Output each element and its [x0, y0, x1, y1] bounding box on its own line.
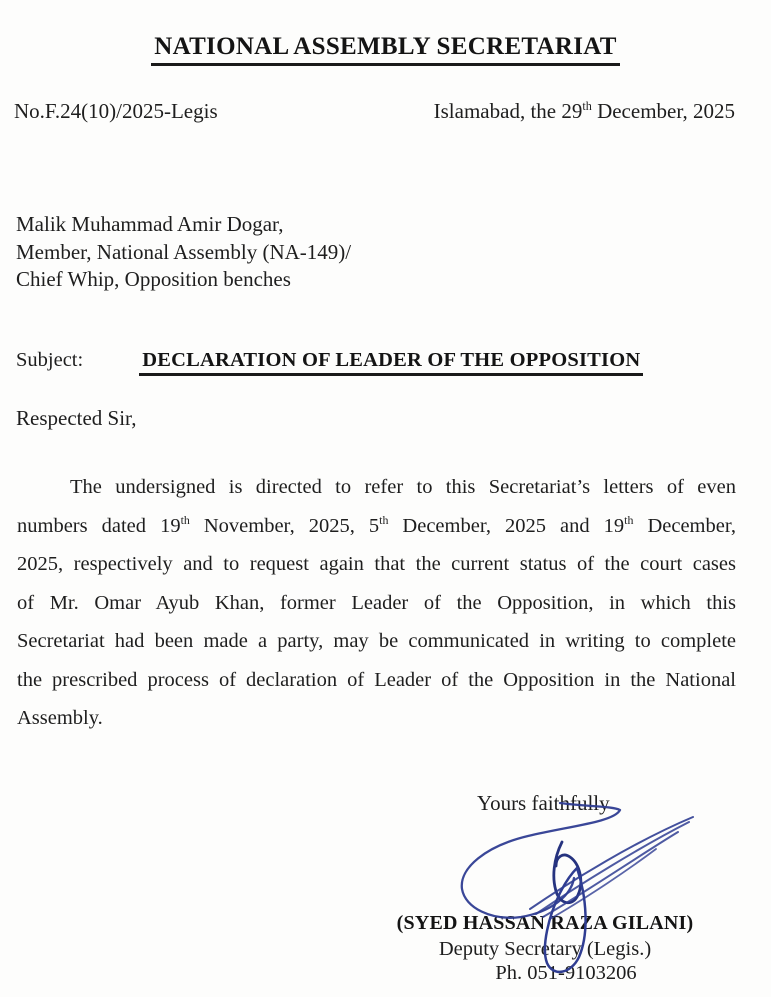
reference-row — [14, 99, 735, 124]
date-line: Islamabad, the 29th December, 2025 — [433, 99, 735, 123]
signature-flourish-stroke — [543, 832, 678, 917]
salutation: Respected Sir, — [16, 406, 137, 430]
addressee-role-2: Chief Whip, Opposition benches — [16, 267, 291, 291]
body-line: of Mr. Omar Ayub Khan, former Leader of the Opposition, in which this — [17, 591, 736, 614]
signatory-block — [372, 909, 718, 986]
signatory-designation: Deputy Secretary (Legis.) — [438, 938, 652, 960]
body-line: Secretariat had been made a party, may be communicated in writing to complete — [17, 630, 736, 652]
subject-title: DECLARATION OF LEADER OF THE OPPOSITION — [139, 349, 643, 376]
signature-loop-stroke — [462, 803, 620, 918]
body-line: The undersigned is directed to refer to this Secretariat’s letters of even — [70, 476, 736, 498]
addressee-block — [16, 211, 351, 294]
addressee-name: Malik Muhammad Amir Dogar, — [16, 212, 284, 236]
signatory-phone: Ph. 051-9103206 — [495, 962, 637, 984]
body-line: Assembly. — [17, 707, 103, 729]
subject-label: Subject: — [16, 349, 84, 371]
subject-row — [16, 349, 643, 376]
body-paragraph — [17, 468, 736, 738]
letterhead — [0, 33, 771, 66]
signature-flourish-stroke — [536, 822, 689, 914]
signature-flourish-stroke — [530, 817, 693, 909]
body-line: numbers dated 19th November, 2025, 5th December, 2025 and 19th December, — [17, 512, 736, 537]
body-line: the prescribed process of declaration of Leader of the Opposition in the National — [17, 668, 736, 691]
reference-number: No.F.24(10)/2025-Legis — [14, 99, 218, 123]
signatory-name: (SYED HASSAN RAZA GILANI) — [396, 912, 694, 934]
letterhead-title: NATIONAL ASSEMBLY SECRETARIAT — [151, 33, 620, 66]
closing-phrase: Yours faithfully — [477, 791, 610, 815]
signature-knot-stroke — [554, 842, 581, 903]
body-line: 2025, respectively and to request again that the current status of the court cases — [17, 553, 736, 575]
addressee-role-1: Member, National Assembly (NA-149)/ — [16, 239, 352, 264]
